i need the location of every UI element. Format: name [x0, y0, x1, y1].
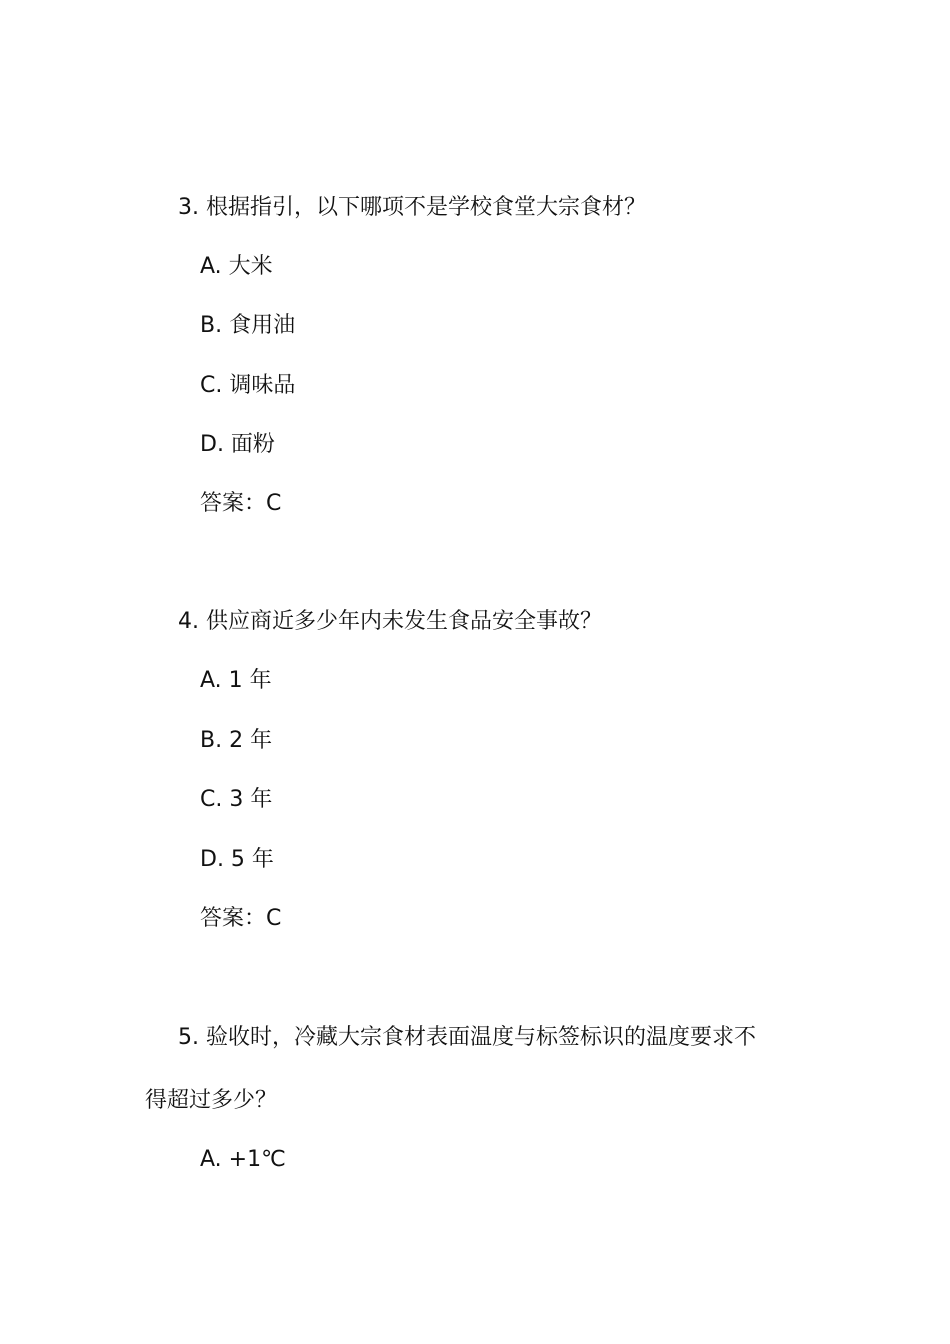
question-5-option-a: A. +1℃: [200, 1147, 286, 1172]
question-3-option-a: A. 大米: [200, 254, 273, 279]
question-3-option-b: B. 食用油: [200, 313, 296, 338]
question-4-text: 4. 供应商近多少年内未发生食品安全事故？: [178, 609, 602, 634]
question-4-option-b: B. 2 年: [200, 728, 273, 753]
question-4-option-a: A. 1 年: [200, 668, 272, 693]
question-4-answer: 答案：C: [200, 906, 282, 931]
question-4-option-c: C. 3 年: [200, 787, 273, 812]
question-3-text: 3. 根据指引，以下哪项不是学校食堂大宗食材？: [178, 195, 646, 220]
question-3-option-d: D. 面粉: [200, 432, 275, 457]
question-3-answer: 答案：C: [200, 491, 282, 516]
question-5-text-continued: 得超过多少？: [145, 1088, 278, 1113]
question-5-text: 5. 验收时，冷藏大宗食材表面温度与标签标识的温度要求不: [178, 1025, 756, 1050]
question-3-option-c: C. 调味品: [200, 373, 296, 398]
question-4-option-d: D. 5 年: [200, 847, 274, 872]
